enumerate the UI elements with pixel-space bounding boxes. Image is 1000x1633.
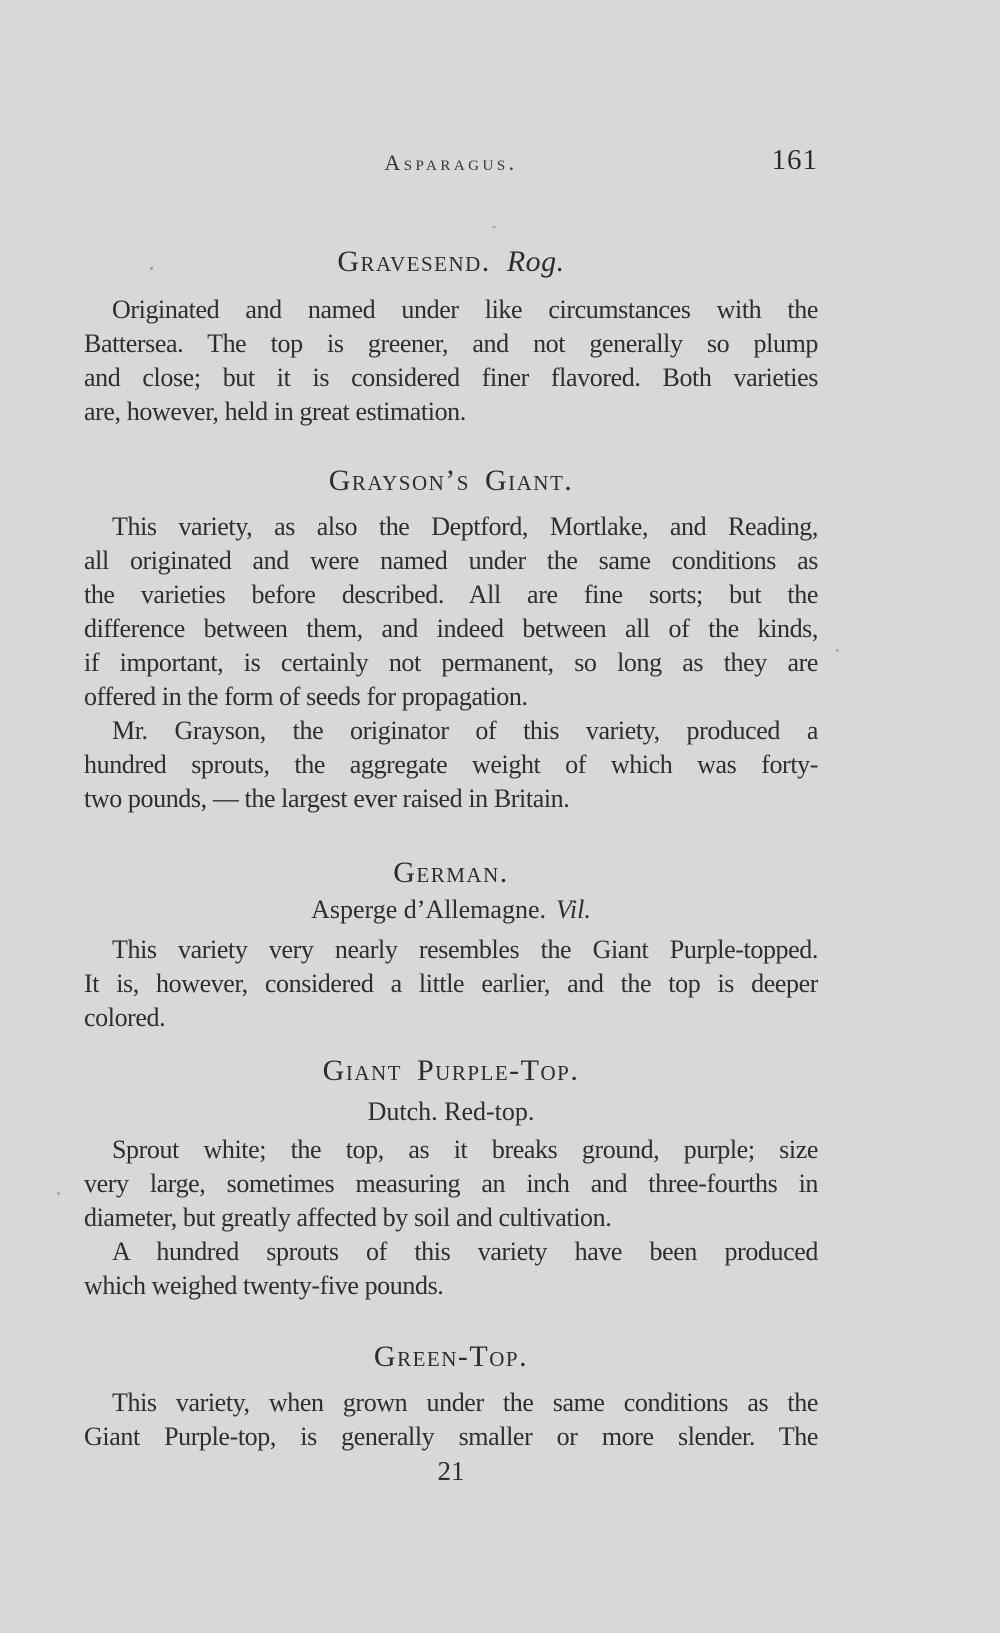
synonym-line xyxy=(84,1095,818,1129)
paragraph xyxy=(84,933,818,1035)
paragraph xyxy=(84,510,818,714)
running-title: Asparagus. xyxy=(384,150,518,175)
text-line: and close; but it is considered finer flavored. Both varieties xyxy=(84,363,818,392)
paragraph xyxy=(84,1235,818,1303)
text-line: are, however, held in great estimation. xyxy=(84,397,466,426)
paragraph xyxy=(84,1386,818,1454)
scan-speck xyxy=(57,1192,60,1195)
text-line: Mr. Grayson, the originator of this variety, produced a xyxy=(112,716,818,745)
text-line: all originated and were named under the same conditions as xyxy=(84,546,818,575)
section-heading-green-top xyxy=(84,1339,818,1375)
section-heading-german xyxy=(84,855,818,891)
variety-name: Giant Purple-Top. xyxy=(322,1054,580,1087)
section-heading-graysons-giant xyxy=(84,463,818,499)
synonym-line xyxy=(84,893,818,927)
section-heading-giant-purple-top xyxy=(84,1053,818,1089)
page-number: 161 xyxy=(771,144,818,176)
text-line: Battersea. The top is greener, and not generally so plump xyxy=(84,329,818,358)
text-line: offered in the form of seeds for propagation. xyxy=(84,682,528,711)
text-line: colored. xyxy=(84,1003,166,1032)
paragraph xyxy=(84,714,818,816)
text-line: difference between them, and indeed between all of the kinds, xyxy=(84,614,818,643)
text-line: Giant Purple-top, is generally smaller or more slender. The xyxy=(84,1422,818,1451)
variety-name: Gravesend. xyxy=(337,245,491,278)
text-line: Sprout white; the top, as it breaks ground, purple; size xyxy=(112,1135,818,1164)
text-line: very large, sometimes measuring an inch and three-fourths in xyxy=(84,1169,818,1198)
signature-number: 21 xyxy=(437,1456,465,1486)
authority-abbreviation: Vil. xyxy=(555,895,591,924)
variety-name: German. xyxy=(393,856,509,889)
text-line: This variety, when grown under the same conditions as the xyxy=(112,1388,818,1417)
text-line: Originated and named under like circumstances with the xyxy=(112,295,818,324)
authority-abbreviation: Rog. xyxy=(506,245,565,278)
text-line: It is, however, considered a little earlier, and the top is deeper xyxy=(84,969,818,998)
text-line: This variety very nearly resembles the Giant Purple-topped. xyxy=(112,935,818,964)
variety-name: Green-Top. xyxy=(373,1340,529,1373)
section-heading-gravesend xyxy=(84,244,818,280)
variety-name: Grayson’s Giant. xyxy=(328,464,574,497)
page-header xyxy=(84,144,818,184)
text-line: This variety, as also the Deptford, Mortlake, and Reading, xyxy=(112,512,818,541)
scan-speck xyxy=(836,649,839,652)
text-line: hundred sprouts, the aggregate weight of which was forty- xyxy=(84,750,818,779)
text-line: two pounds, — the largest ever raised in Britain. xyxy=(84,784,570,813)
synonym-name: Asperge d’Allemagne. xyxy=(311,895,546,924)
text-line: A hundred sprouts of this variety have been produced xyxy=(112,1237,818,1266)
text-line: the varieties before described. All are fine sorts; but the xyxy=(84,580,818,609)
text-block xyxy=(84,144,818,1488)
paragraph xyxy=(84,1133,818,1235)
synonym-name: Dutch. Red-top. xyxy=(367,1097,535,1126)
paragraph xyxy=(84,293,818,429)
text-line: which weighed twenty-five pounds. xyxy=(84,1271,444,1300)
text-line: diameter, but greatly affected by soil and cultivation. xyxy=(84,1203,612,1232)
text-line: if important, is certainly not permanent, so long as they are xyxy=(84,648,818,677)
